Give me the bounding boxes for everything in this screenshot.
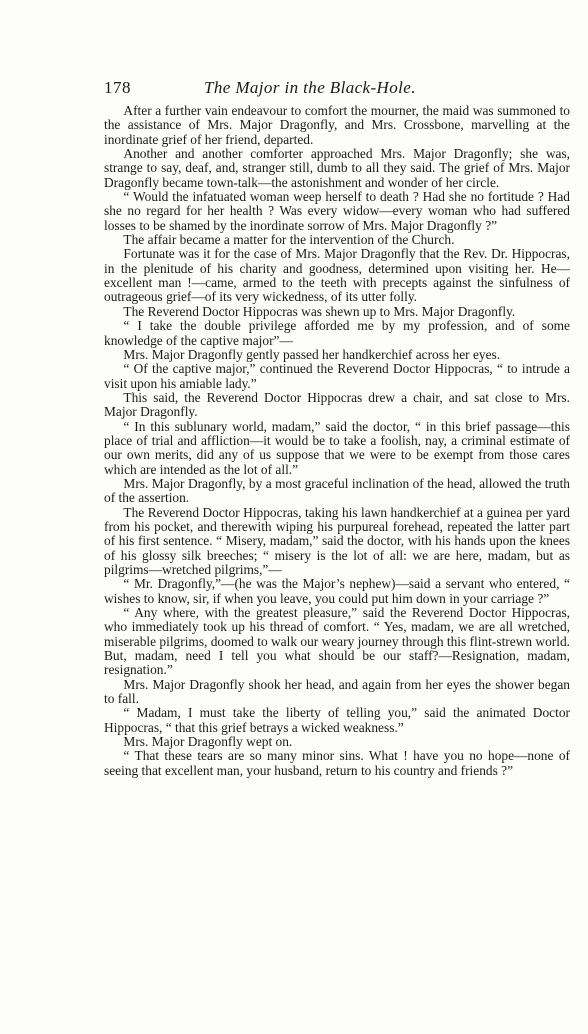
paragraph: “ Of the captive major,” continued the Reverend Doctor Hippocras, “ to intrude a visit upon his amiable lady.” [104, 361, 570, 391]
paragraph: The affair became a matter for the intervention of the Church. [123, 232, 455, 248]
paragraph: Mrs. Major Dragonfly, by a most graceful inclination of the head, allowed the truth of the assertion. [104, 475, 570, 506]
paragraph: “ Mr. Dragonfly,”—(he was the Major’s nephew)—said a servant who entered, “ wishes to know, sir, if when you leave, you could put him down in your carriage ?” [104, 576, 570, 606]
paragraph: After a further vain endeavour to comfort the mourner, the maid was summoned to the assistance of Mrs. Major Dragonfly, and Mrs. Crossbone, marvelling at the inordinate grief of her friend, departed. [104, 103, 570, 147]
paragraph: Mrs. Major Dragonfly gently passed her handkerchief across her eyes. [123, 346, 501, 362]
paragraph: This said, the Reverend Doctor Hippocras drew a chair, and sat close to Mrs. Major Dragonfly. [104, 389, 570, 420]
paragraph: “ I take the double privilege afforded me by my profession, and of some knowledge of the captive major”— [104, 318, 570, 348]
paragraph: “ Any where, with the greatest pleasure,” said the Reverend Doctor Hippocras, who immediately took up his thread of comfort. “ Yes, madam, we are all wretched, miserable pilgrims, doomed to walk our weary journey through this flint-strewn world. But, madam, need I tell you what should be our staff?—Resignation, madam, resignation.” [104, 605, 570, 678]
paragraph: Fortunate was it for the case of Mrs. Major Dragonfly that the Rev. Dr. Hippocras, in the plenitude of his charity and goodness, determined upon visiting her. He—excellent man !—came, armed to the teeth with precepts against the sinfulness of outrageous grief—of its very wickedness, of its utter folly. [104, 246, 570, 305]
body-text [104, 104, 570, 778]
paragraph: Mrs. Major Dragonfly wept on. [123, 734, 293, 750]
running-title: The Major in the Black-Hole. [204, 78, 416, 97]
paragraph: The Reverend Doctor Hippocras was shewn up to Mrs. Major Dragonfly. [123, 303, 516, 319]
page-number: 178 [104, 78, 131, 97]
paragraph: “ That these tears are so many minor sins. What ! have you no hope—none of seeing that excellent man, your husband, return to his country and friends ?” [104, 748, 570, 778]
paragraph: The Reverend Doctor Hippocras, taking his lawn handkerchief at a guinea per yard from his pocket, and therewith wiping his purpureal forehead, repeated the latter part of his first sentence. “ Misery, madam,” said the doctor, with his hands upon the knees of his glossy silk breeches; “ misery is the lot of all: we are here, madam, but as pilgrims—wretched pilgrims,”— [104, 504, 570, 577]
paragraph: “ Would the infatuated woman weep herself to death ? Had she no fortitude ? Had she no regard for her health ? Was every widow—every woman who had suffered losses to be shamed by the inordinate sorrow of Mrs. Major Dragonfly ?” [104, 189, 570, 233]
page-header [104, 78, 568, 100]
paragraph: “ Madam, I must take the liberty of telling you,” said the animated Doctor Hippocras, “ that this grief betrays a wicked weakness.” [104, 705, 570, 735]
paragraph: Another and another comforter approached Mrs. Major Dragonfly; she was, strange to say, deaf, and, stranger still, dumb to all they said. The grief of Mrs. Major Dragonfly became town-talk—the astonishment and wonder of her circle. [104, 146, 570, 190]
paragraph: Mrs. Major Dragonfly shook her head, and again from her eyes the shower began to fall. [104, 676, 570, 707]
paragraph: “ In this sublunary world, madam,” said the doctor, “ in this brief passage—this place of trial and affliction—it would be to take a foolish, nay, a criminal estimate of our own merits, did any of us suppose that we were to be exempt from those cares which are intended as the lot of all.” [104, 418, 570, 477]
